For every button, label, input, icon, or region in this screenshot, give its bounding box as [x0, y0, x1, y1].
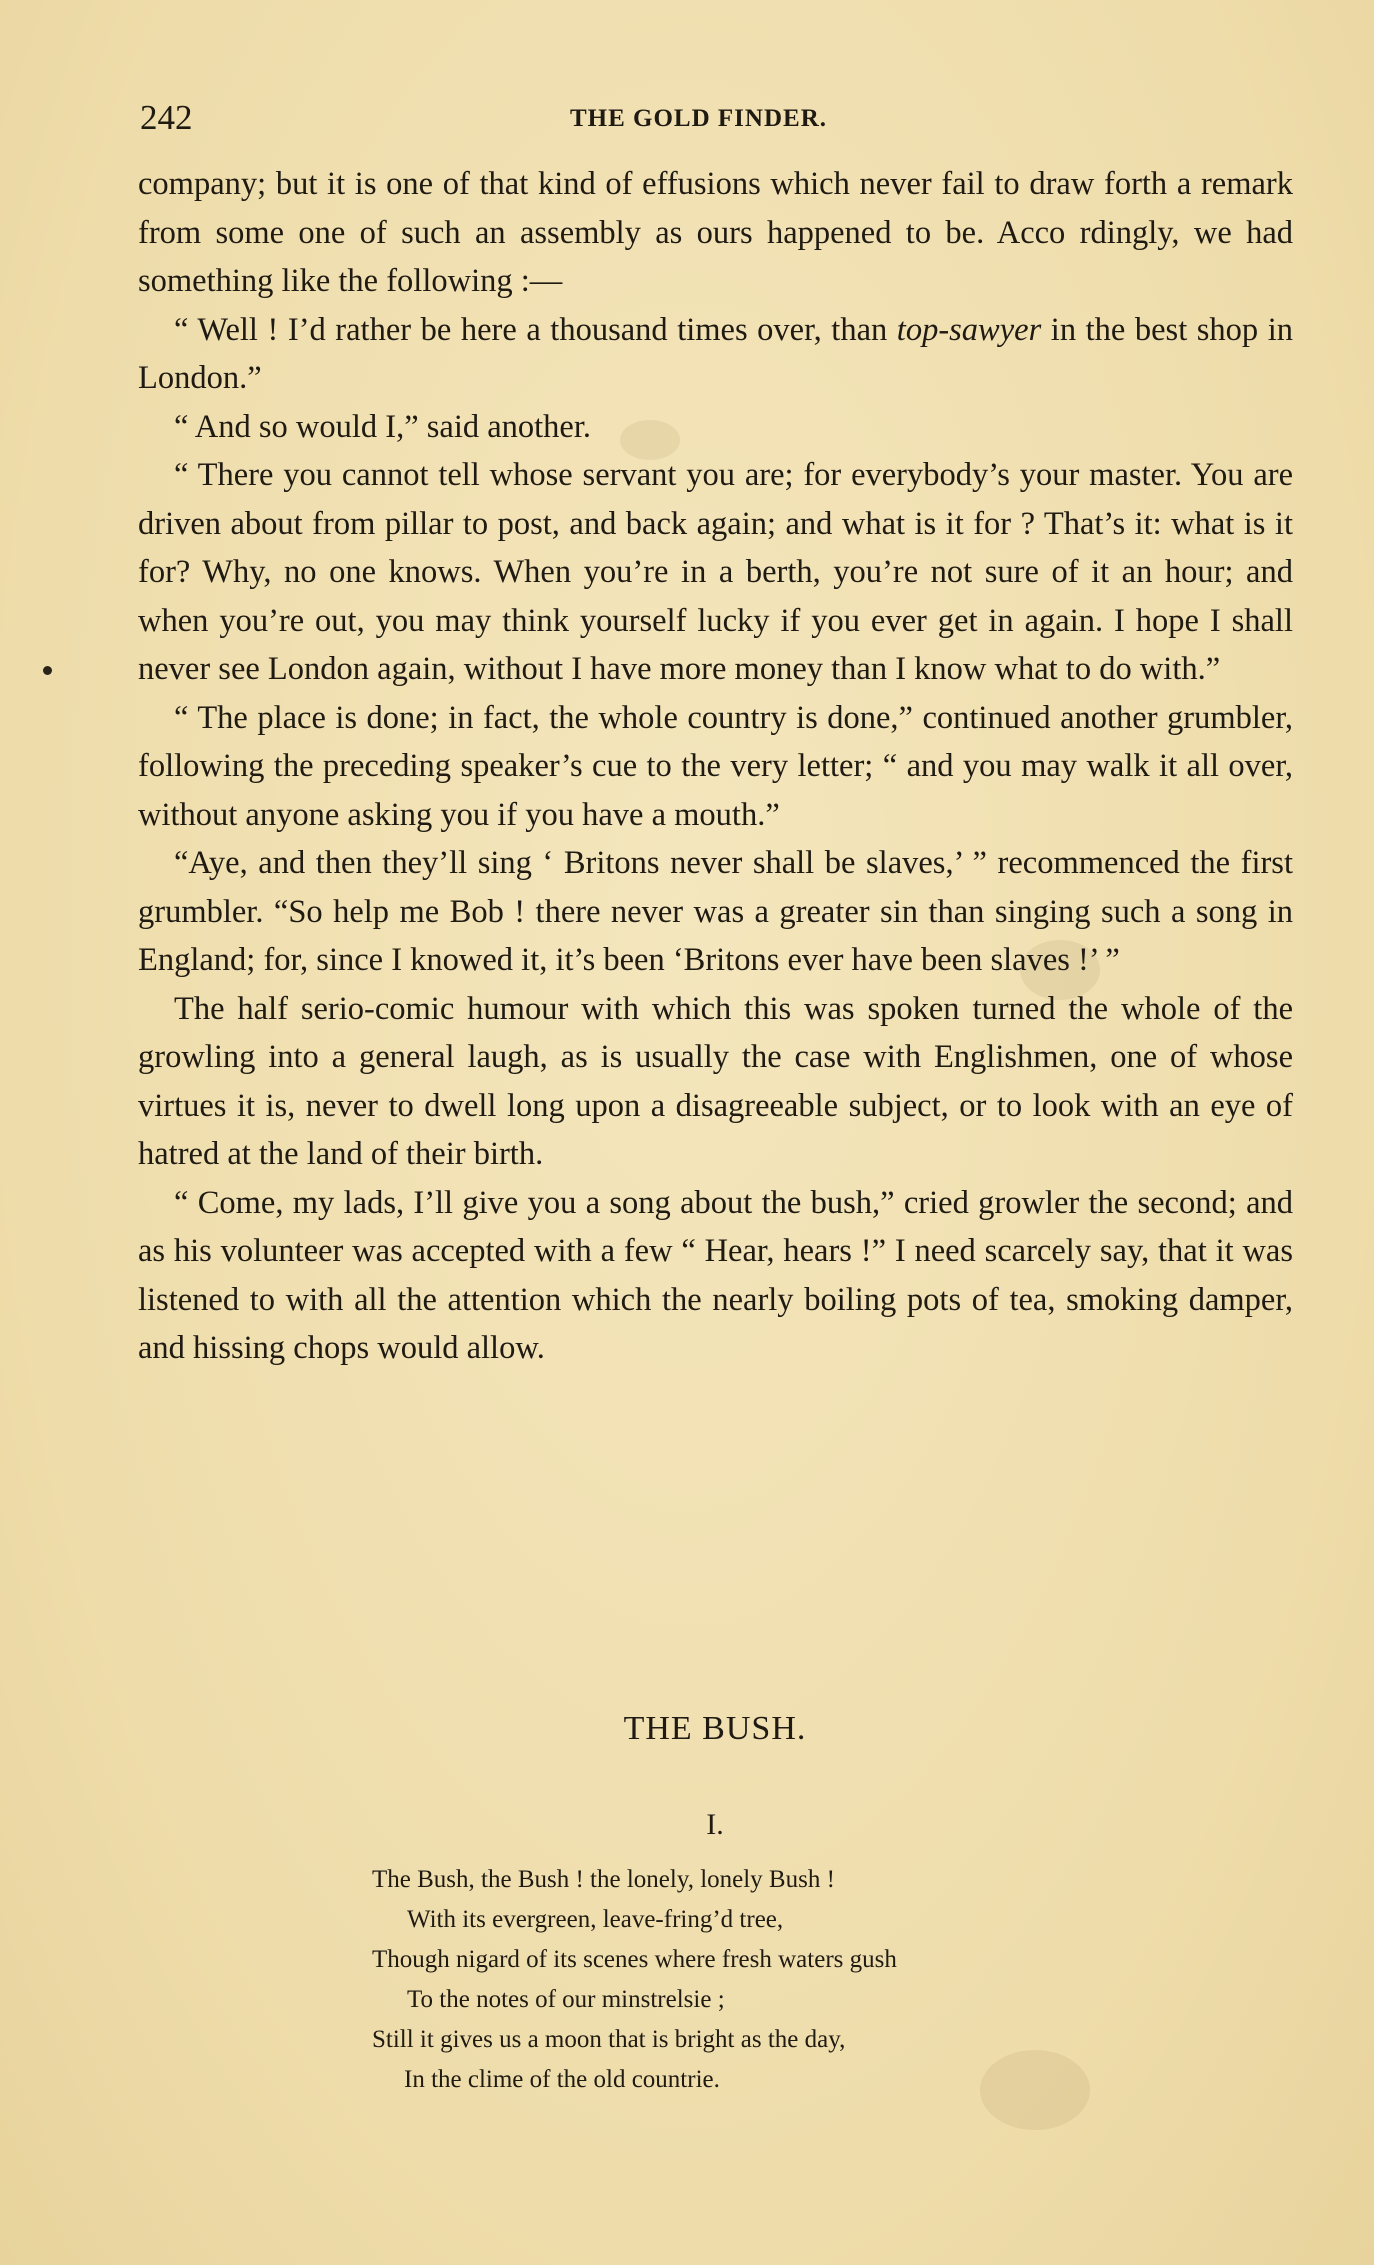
poem-stanza — [372, 1860, 1092, 2100]
running-head: THE GOLD FINDER. — [570, 105, 828, 132]
paragraph: “ There you cannot tell whose servant you are; for everybody’s your master. You are driven about from pillar to post, and back again; and what is it for ? That’s it: what is it for? Why, no one knows. When you’re in a berth, you’re not sure of it an hour; and when you’re out, you may think yourself lucky if you ever get in again. I hope I shall never see London again, without I have more money than I know what to do with.” — [138, 457, 1293, 687]
paragraph: The half serio-comic humour with which this was spoken turned the whole of the growling into a general laugh, as is usually the case with Englishmen, one of whose virtues it is, never to dwell long upon a disagreeable subject, or to look with an eye of hatred at the land of their birth. — [138, 990, 1293, 1172]
margin-mark — [43, 666, 52, 675]
body-text — [138, 160, 1293, 1373]
paragraph: “ And so would I,” said another. — [174, 408, 592, 445]
paragraph-text: in the best shop in London.” — [138, 311, 1293, 396]
paragraph — [138, 306, 1293, 403]
poem-line: To the notes of our minstrelsie ; — [407, 1986, 725, 2013]
paragraph: “ The place is done; in fact, the whole country is done,” continued another grumbler, following the preceding speaker’s cue to the very letter; “ and you may walk it all over, without anyone asking you if you have a mouth.” — [138, 699, 1293, 833]
stanza-number: I. — [706, 1808, 724, 1841]
paragraph: “ Come, my lads, I’ll give you a song about the bush,” cried growler the second; and as his volunteer was accepted with a few “ Hear, hears !” I need scarcely say, that it was listened to with all the attention which the nearly boiling pots of tea, smoking damper, and hissing chops would allow. — [138, 1184, 1293, 1366]
poem-line: With its evergreen, leave-fring’d tree, — [407, 1906, 784, 1933]
poem-title: THE BUSH. — [623, 1710, 807, 1747]
poem-line: Still it gives us a moon that is bright as the day, — [372, 2026, 846, 2053]
page-number: 242 — [140, 98, 193, 137]
poem-line: Though nigard of its scenes where fresh waters gush — [372, 1946, 897, 1973]
paragraph: company; but it is one of that kind of effusions which never fail to draw forth a remark from some one of such an assembly as ours happened to be. Acco rdingly, we had something like the following :— — [138, 166, 1293, 299]
poem-line: In the clime of the old countrie. — [404, 2066, 720, 2093]
poem-line: The Bush, the Bush ! the lonely, lonely Bush ! — [372, 1866, 835, 1893]
paragraph: “Aye, and then they’ll sing ‘ Britons never shall be slaves,’ ” recommenced the first grumbler. “So help me Bob ! there never was a greater sin than singing such a song in England; for, since I knowed it, it’s been ‘Britons ever have been slaves !’ ” — [138, 845, 1293, 978]
page-header — [140, 98, 1290, 148]
paragraph-text: “ Well ! I’d rather be here a thousand times over, than — [174, 311, 897, 348]
italic-term: top-sawyer — [896, 311, 1042, 348]
